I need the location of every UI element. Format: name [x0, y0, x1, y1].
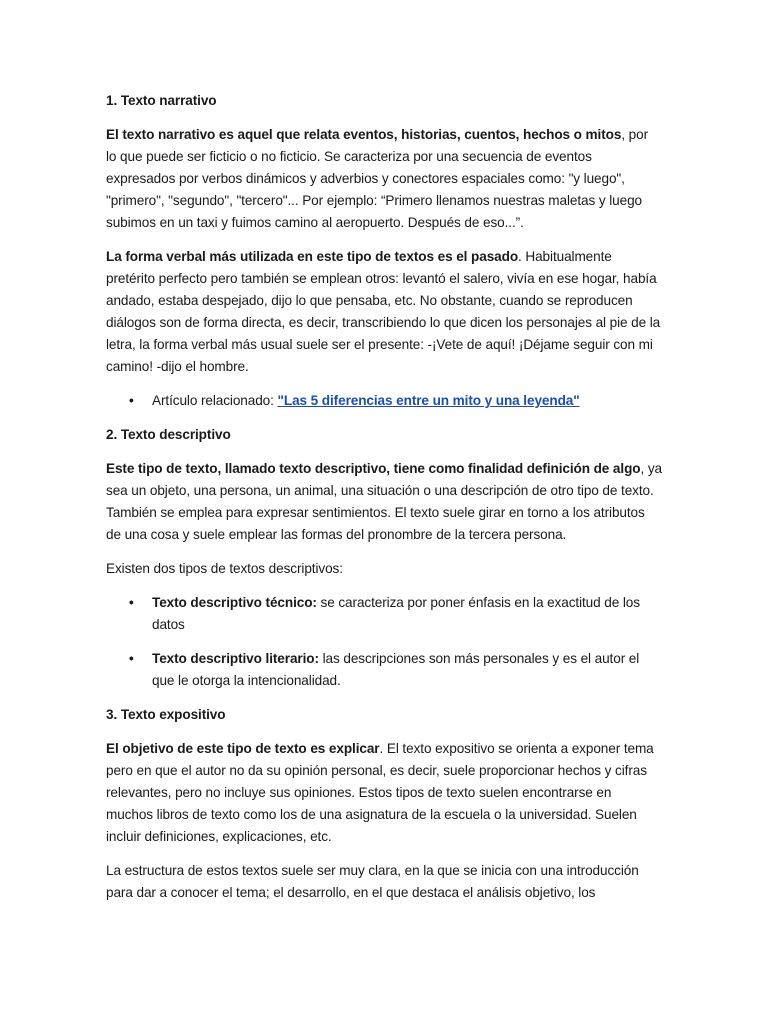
paragraph-narrativo-forma-verbal: [106, 246, 662, 378]
paragraph-bold-lead: El objetivo de este tipo de texto es explicar: [106, 741, 380, 756]
paragraph-bold-lead: Este tipo de texto, llamado texto descriptivo, tiene como finalidad definición de algo: [106, 461, 641, 476]
paragraph-text: , por lo que puede ser ficticio o no ficticio. Se caracteriza por una secuencia de eventos expresados por verbos dinámicos y adverbios y conectores espaciales como: "y luego", "primero", "segundo", "tercero"... Por ejemplo: “Primero llenamos nuestras maletas y luego subimos en un taxi y fuimos camino al aeropuerto. Después de eso...”.: [106, 127, 649, 230]
paragraph-text: . El texto expositivo se orienta a exponer tema pero en que el autor no da su opinión personal, es decir, suele proporcionar hechos y cifras relevantes, pero no incluye sus opiniones. Estos tipos de texto suelen encontrarse en muchos libros de texto como los de una asignatura de la escuela o la universidad. Suelen incluir definiciones, explicaciones, etc.: [106, 741, 654, 844]
list-item-term: Texto descriptivo técnico:: [152, 595, 317, 610]
section-heading-expositivo: 3. Texto expositivo: [106, 707, 226, 722]
paragraph-text: . Habitualmente pretérito perfecto pero también se emplean otros: levantó el salero, vivía en ese hogar, había andado, estaba despejado, dijo lo que pensaba, etc. No obstante, cuando se reproducen diálogos son de forma directa, es decir, transcribiendo lo que dicen los personajes al pie de la letra, la forma verbal más usual suele ser el presente: -¡Vete de aquí! ¡Déjame seguir con mi camino! -dijo el hombre.: [106, 249, 661, 374]
related-article-list: [106, 390, 662, 412]
bullet-icon: •: [129, 595, 134, 610]
related-article-label: Artículo relacionado:: [152, 393, 278, 408]
paragraph-descriptivo-definicion: [106, 458, 662, 546]
list-item-text: se caracteriza por poner énfasis en la exactitud de los datos: [152, 595, 640, 632]
paragraph-bold-lead: La forma verbal más utilizada en este tipo de textos es el pasado: [106, 249, 519, 264]
document-page: [106, 90, 662, 916]
paragraph-bold-lead: El texto narrativo es aquel que relata eventos, historias, cuentos, hechos o mitos: [106, 127, 622, 142]
paragraph-text: , ya sea un objeto, una persona, un animal, una situación o una descripción de otro tipo de texto. También se emplea para expresar sentimientos. El texto suele girar en torno a los atributos de una cosa y suele emplear las formas del pronombre de la tercera persona.: [106, 461, 662, 542]
section-heading-descriptivo: 2. Texto descriptivo: [106, 427, 231, 442]
related-article-item: [106, 390, 662, 412]
list-item-text: las descripciones son más personales y es el autor el que le otorga la intencionalidad.: [152, 651, 640, 688]
related-article-link[interactable]: "Las 5 diferencias entre un mito y una leyenda": [277, 393, 580, 408]
bullet-icon: •: [129, 393, 134, 408]
list-item-literario: [106, 648, 662, 692]
descriptive-types-list: [106, 592, 662, 692]
paragraph-expositivo-objetivo: [106, 738, 662, 848]
list-item-term: Texto descriptivo literario:: [152, 651, 319, 666]
list-item-tecnico: [106, 592, 662, 636]
paragraph-narrativo-definicion: [106, 124, 662, 234]
section-heading-narrativo: 1. Texto narrativo: [106, 93, 217, 108]
paragraph-descriptivo-intro: Existen dos tipos de textos descriptivos:: [106, 561, 343, 576]
paragraph-expositivo-estructura: La estructura de estos textos suele ser muy clara, en la que se inicia con una introducción para dar a conocer el tema; el desarrollo, en el que destaca el análisis objetivo, los: [106, 863, 639, 900]
bullet-icon: •: [129, 651, 134, 666]
